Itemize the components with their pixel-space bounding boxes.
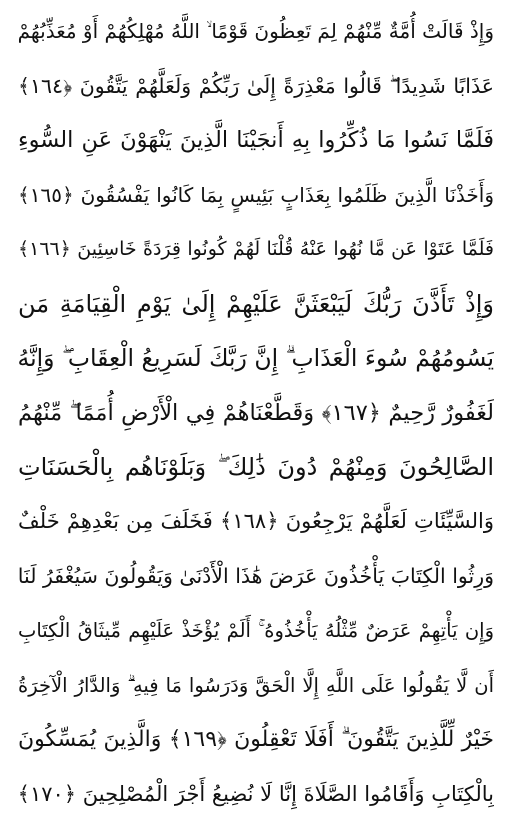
text-line xyxy=(18,113,494,168)
line-text: وَأَخَذْنَا الَّذِينَ ظَلَمُوا بِعَذَابٍ بَئِيسٍ بِمَا كَانُوا يَفْسُقُونَ ﴿١٦٥﴾ xyxy=(18,182,494,207)
text-line xyxy=(18,4,494,59)
line-text: وَرِثُوا الْكِتَابَ يَأْخُذُونَ عَرَضَ هَٰذَا الْأَدْنَىٰ وَيَقُولُونَ سَيُغْفَرُ لَنَا xyxy=(18,564,494,588)
line-text: وَالسَّيِّئَاتِ لَعَلَّهُمْ يَرْجِعُونَ ﴿١٦٨﴾ فَخَلَفَ مِن بَعْدِهِمْ خَلْفٌ xyxy=(18,509,494,534)
text-line xyxy=(18,495,494,550)
line-text: بِالْكِتَابِ وَأَقَامُوا الصَّلَاةَ إِنَّا لَا نُضِيعُ أَجْرَ الْمُصْلِحِينَ ﴿١٧٠﴾ xyxy=(18,781,494,806)
text-line xyxy=(18,331,494,386)
text-line xyxy=(18,713,494,768)
text-line xyxy=(18,59,494,114)
text-line xyxy=(18,277,494,332)
text-line xyxy=(18,549,494,604)
line-text: فَلَمَّا نَسُوا مَا ذُكِّرُوا بِهِ أَنجَيْنَا الَّذِينَ يَنْهَوْنَ عَنِ السُّوءِ xyxy=(18,127,494,153)
line-text: الصَّالِحُونَ وَمِنْهُمْ دُونَ ذَٰلِكَ ۖ وَبَلَوْنَاهُم بِالْحَسَنَاتِ xyxy=(18,453,494,482)
text-line xyxy=(18,222,494,277)
line-text: خَيْرٌ لِّلَّذِينَ يَتَّقُونَ ۗ أَفَلَا تَعْقِلُونَ ﴿١٦٩﴾ وَالَّذِينَ يُمَسِّكُونَ xyxy=(18,726,494,752)
text-line xyxy=(18,767,494,822)
line-text: لَغَفُورٌ رَّحِيمٌ ﴿١٦٧﴾ وَقَطَّعْنَاهُمْ فِي الْأَرْضِ أُمَمًا ۖ مِّنْهُمُ xyxy=(18,399,494,426)
text-line xyxy=(18,604,494,659)
line-text: أَن لَّا يَقُولُوا عَلَى اللَّهِ إِلَّا الْحَقَّ وَدَرَسُوا مَا فِيهِ ۗ وَالدَّارُ الْآخِرَةُ xyxy=(18,673,494,697)
text-line xyxy=(18,168,494,223)
line-text: وَإِذْ تَأَذَّنَ رَبُّكَ لَيَبْعَثَنَّ عَلَيْهِمْ إِلَىٰ يَوْمِ الْقِيَامَةِ مَن xyxy=(18,289,494,318)
line-text: فَلَمَّا عَتَوْا عَن مَّا نُهُوا عَنْهُ قُلْنَا لَهُمْ كُونُوا قِرَدَةً خَاسِئِينَ ﴿١٦٦﴾ xyxy=(18,237,494,260)
text-line xyxy=(18,386,494,441)
line-text: وَإِذْ قَالَتْ أُمَّةٌ مِّنْهُمْ لِمَ تَعِظُونَ قَوْمًا ۙ اللَّهُ مُهْلِكُهُمْ أَوْ مُعَذِّبُهُمْ xyxy=(18,19,494,44)
line-text: يَسُومُهُمْ سُوءَ الْعَذَابِ ۗ إِنَّ رَبَّكَ لَسَرِيعُ الْعِقَابِ ۖ وَإِنَّهُ xyxy=(18,343,494,372)
line-text: وَإِن يَأْتِهِمْ عَرَضٌ مِّثْلُهُ يَأْخُذُوهُ ۚ أَلَمْ يُؤْخَذْ عَلَيْهِم مِّيثَاقُ الْكِتَابِ xyxy=(18,619,494,642)
text-line xyxy=(18,440,494,495)
text-line xyxy=(18,658,494,713)
line-text: عَذَابًا شَدِيدًا ۖ قَالُوا مَعْذِرَةً إِلَىٰ رَبِّكُمْ وَلَعَلَّهُمْ يَتَّقُونَ ﴿١٦٤﴾ xyxy=(18,73,494,98)
